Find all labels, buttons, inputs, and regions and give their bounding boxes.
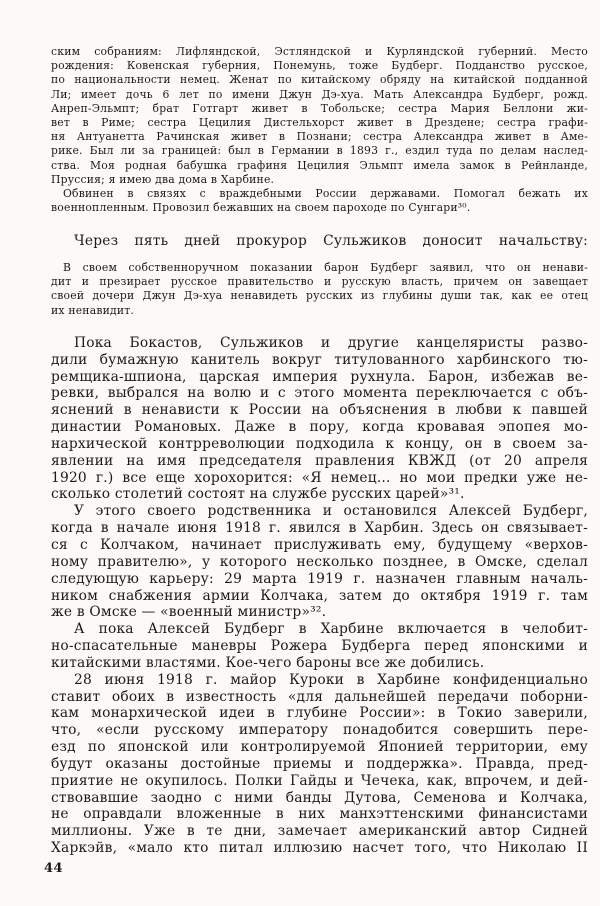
text-line: сколько столетий состоят на службе русских царей»³¹. bbox=[51, 486, 465, 503]
text-line: ником снабжения армии Колчака, затем до октября 1919 г. там bbox=[51, 587, 588, 604]
interrogation-protocol-quote bbox=[51, 45, 588, 215]
text-line: Пока Бокастов, Сульжиков и другие канцеляристы разво- bbox=[74, 334, 588, 351]
text-line: ся с Колчаком, начинает прислуживать ему, будущему «верхов- bbox=[51, 536, 588, 553]
text-line: ревки, выбрался на волю и с этого момента переключается с объ- bbox=[51, 385, 588, 402]
text-line: Ли; имеет дочь 6 лет по имени Джун Дэ-хуа. Мать Александра Будберг, рожд. bbox=[51, 87, 588, 101]
text-line: 1920 г.) все еще хорохорится: «Я немец... но мои предки уже не- bbox=[51, 469, 588, 486]
text-line: ному правителю», у которого несколько позднее, в Омске, сделал bbox=[51, 553, 588, 570]
text-line: ня Антуанетта Рачинская живет в Познани; сестра Александра живет в Аме- bbox=[51, 130, 588, 144]
page-number: 44 bbox=[44, 861, 64, 876]
text-line: ским собраниям: Лифляндской, Эстляндской и Курляндской губерний. Место bbox=[51, 45, 588, 58]
text-line: рождения: Ковенская губерния, Понемунь, тоже Будберг. Подданство русское, bbox=[51, 59, 588, 73]
text-line: В своем собственноручном показании барон Будберг заявил, что он ненави- bbox=[63, 261, 588, 275]
text-line: рике. Был ли за границей: был в Германии в 1893 г., ездил туда по делам наслед- bbox=[51, 144, 588, 158]
text-line: явлении на имя председателя правления КВЖД (от 20 апреля bbox=[51, 452, 588, 469]
text-line: езд по японской или контролируемой Японией территории, ему bbox=[51, 739, 588, 756]
text-line: военнопленным. Провозил бежавших на своем пароходе по Сунгари³⁰. bbox=[51, 201, 471, 215]
text-line: Харкэйв, «мало кто питал иллюзию насчет того, что Николаю II bbox=[51, 840, 588, 857]
text-line: Пруссия; я имею два дома в Харбине. bbox=[51, 172, 275, 186]
body-text bbox=[51, 335, 588, 857]
text-line: будут оказаны достойные приемы и поддержка». Правда, пред- bbox=[51, 755, 588, 772]
text-line: дили бумажную канитель вокруг титулованного харбинского тю- bbox=[51, 351, 588, 368]
text-line: же в Омске — «военный министр»³². bbox=[51, 604, 327, 621]
text-line: ства. Моя родная бабушка графиня Цецилия Эльмпт имела замок в Рейнланде, bbox=[51, 158, 588, 172]
text-line: миллионы. Уже в те дни, замечает американский автор Сидней bbox=[51, 823, 588, 840]
text-line: их ненавидит. bbox=[51, 303, 135, 317]
text-line: 28 июня 1918 г. майор Куроки в Харбине конфиденциально bbox=[74, 671, 588, 688]
text-line: не оправдали вложенные в них манхэттенскими финансистами bbox=[51, 806, 588, 823]
text-line: нархической контрреволюции подходила к концу, он в своем за- bbox=[51, 435, 588, 452]
text-line: кам монархической идеи в глубине России»: в Токио заверили, bbox=[51, 705, 588, 722]
text-column bbox=[51, 45, 588, 857]
text-line: ставит обоих в известность «для дальнейшей передачи поборни- bbox=[51, 688, 588, 705]
text-line: вет в Риме; сестра Цецилия Дистельхорст живет в Дрездене; сестра графи- bbox=[51, 115, 588, 129]
text-line: Анреп-Эльмпт; брат Готгарт живет в Тобольске; сестра Мария Беллони жи- bbox=[51, 101, 588, 115]
text-line: следующую карьеру: 29 марта 1919 г. назначен главным началь- bbox=[51, 570, 588, 587]
text-line: яснений в ненависти к России на объяснения в любви к павшей bbox=[51, 402, 588, 419]
text-line: но-спасательные маневры Рожера Будберга перед японскими и bbox=[51, 638, 588, 655]
text-line: А пока Алексей Будберг в Харбине включается в челобит- bbox=[74, 621, 588, 638]
text-line: что, «если русскому императору понадобится совершить пере- bbox=[51, 722, 588, 739]
text-line: дит и презирает русское правительство и русскую власть, причем он завещает bbox=[51, 275, 588, 289]
prosecutor-report-quote bbox=[51, 261, 588, 318]
text-line: китайскими властями. Кое-чего бароны все же добились. bbox=[51, 654, 485, 671]
text-line: ствовавшие заодно с ними банды Дутова, Семенова и Колчака, bbox=[51, 789, 588, 806]
text-line: ремщика-шпиона, царская империя рухнула. Барон, избежав ве- bbox=[51, 368, 588, 385]
text-line: династии Романовых. Даже в пору, когда кровавая эпопея мо- bbox=[51, 419, 588, 436]
text-line: своей дочери Джун Дэ-хуа ненавидеть русских из глубины души так, как ее отец bbox=[51, 289, 588, 303]
text-line: У этого своего родственника и остановился Алексей Будберг, bbox=[74, 503, 588, 520]
narrator-lead-paragraph bbox=[51, 233, 588, 250]
text-line: когда в начале июня 1918 г. явился в Харбин. Здесь он связывает- bbox=[51, 520, 588, 537]
text-line: Обвинен в связях с враждебными России державами. Помогал бежать их bbox=[63, 186, 588, 200]
text-line: приятие не окупилось. Полки Гайды и Чечека, как, впрочем, и дей- bbox=[51, 772, 588, 789]
text-line: Через пять дней прокурор Сульжиков доносит начальству: bbox=[74, 233, 588, 250]
text-line: по национальности немец. Женат по китайскому обряду на китайской подданной bbox=[51, 73, 588, 87]
